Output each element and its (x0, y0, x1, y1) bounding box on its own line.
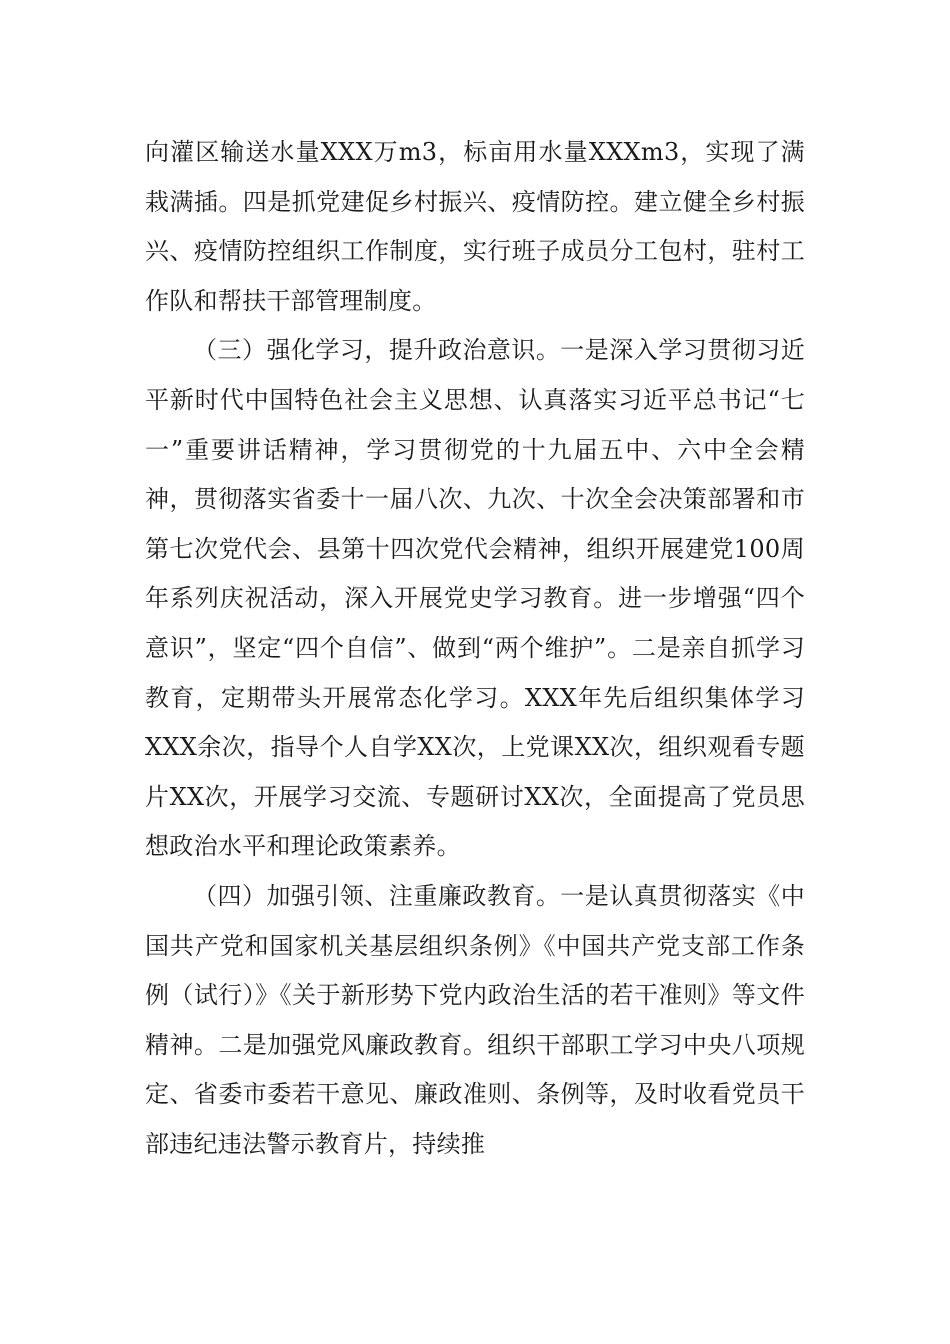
paragraph-continuation: 向灌区输送水量XXX万m3，标亩用水量XXXm3，实现了满栽满插。四是抓党建促乡村振兴、疫情防控。建立健全乡村振兴、疫情防控组织工作制度，实行班子成员分工包村，驻村工作队和帮扶干部管理制度。 (145, 138, 805, 315)
paragraph-section-four: （四）加强引领、注重廉政教育。一是认真贯彻落实《中国共产党和国家机关基层组织条例》《中国共产党支部工作条例（试行）》《关于新形势下党内政治生活的若干准则》等文件精神。二是加强党风廉政教育。组织干部职工学习中央八项规定、省委市委若干意见、廉政准则、条例等，及时收看党员干部违纪违法警示教育片，持续推 (145, 881, 805, 1158)
document-body (145, 128, 805, 1169)
paragraph-section-three: （三）强化学习，提升政治意识。一是深入学习贯彻习近平新时代中国特色社会主义思想、认真落实习近平总书记“七一”重要讲话精神，学习贯彻党的十九届五中、六中全会精神，贯彻落实省委十一届八次、九次、十次全会决策部署和市第七次党代会、县第十四次党代会精神，组织开展建党100周年系列庆祝活动，深入开展党史学习教育。进一步增强“四个意识”，坚定“四个自信”、做到“两个维护”。二是亲自抓学习教育，定期带头开展常态化学习。XXX年先后组织集体学习XXX余次，指导个人自学XX次，上党课XX次，组织观看专题片XX次，开展学习交流、专题研讨XX次，全面提高了党员思想政治水平和理论政策素养。 (145, 336, 805, 861)
